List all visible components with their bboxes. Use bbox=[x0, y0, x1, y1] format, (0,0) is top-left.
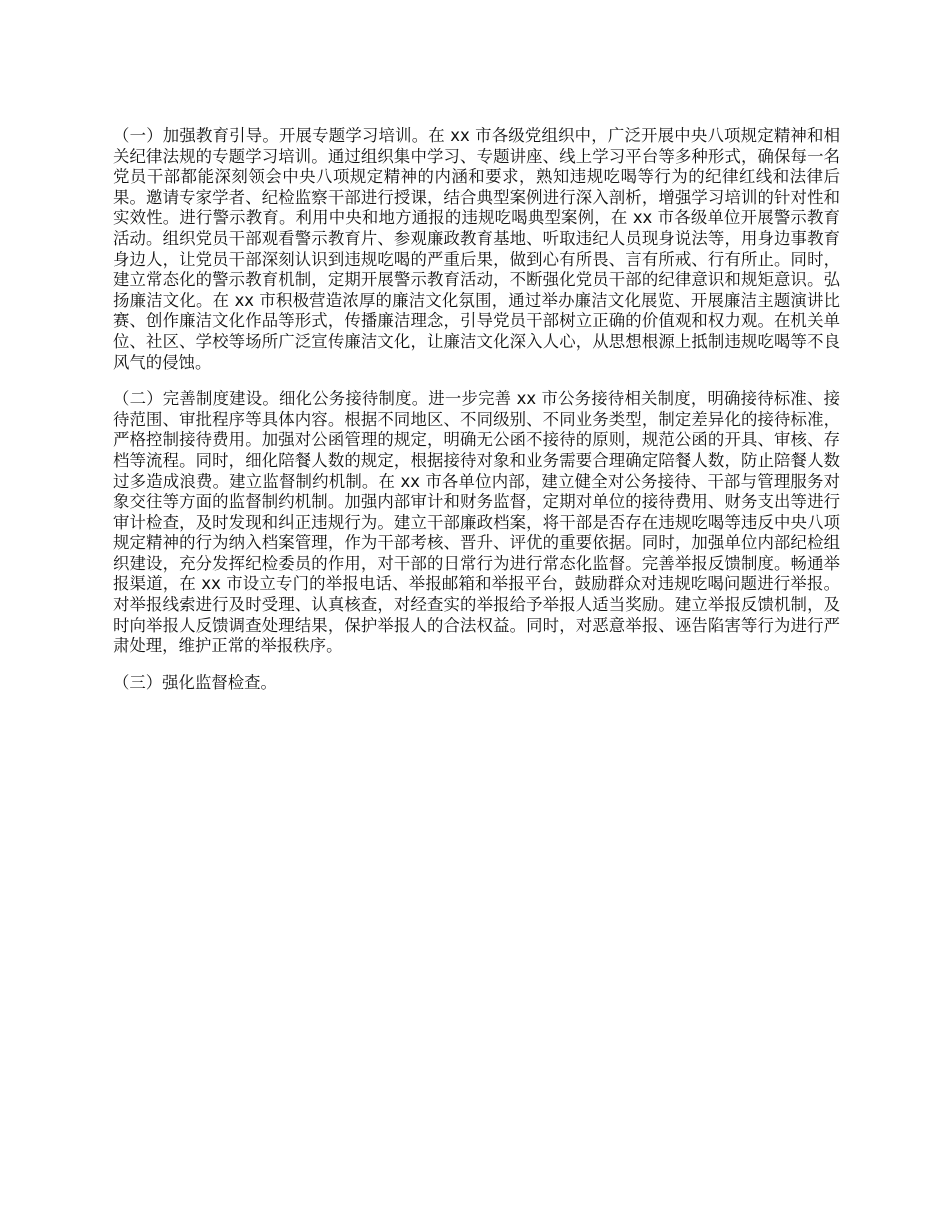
paragraph-education: （一）加强教育引导。开展专题学习培训。在 xx 市各级党组织中，广泛开展中央八项规定精神和相关纪律法规的专题学习培训。通过组织集中学习、专题讲座、线上学习平台等多种形式，确保每一名党员干部都能深刻领会中央八项规定精神的内涵和要求，熟知违规吃喝等行为的纪律红线和法律后果。邀请专家学者、纪检监察干部进行授课，结合典型案例进行深入剖析，增强学习培训的针对性和实效性。进行警示教育。利用中央和地方通报的违规吃喝典型案例，在 xx 市各级单位开展警示教育活动。组织党员干部观看警示教育片、参观廉政教育基地、听取违纪人员现身说法等，用身边事教育身边人，让党员干部深刻认识到违规吃喝的严重后果，做到心有所畏、言有所戒、行有所止。同时，建立常态化的警示教育机制，定期开展警示教育活动，不断强化党员干部的纪律意识和规矩意识。弘扬廉洁文化。在 xx 市积极营造浓厚的廉洁文化氛围，通过举办廉洁文化展览、开展廉洁主题演讲比赛、创作廉洁文化作品等形式，传播廉洁理念，引导党员干部树立正确的价值观和权力观。在机关单位、社区、学校等场所广泛宣传廉洁文化，让廉洁文化深入人心，从思想根源上抵制违规吃喝等不良风气的侵蚀。 bbox=[113, 126, 840, 372]
document-body bbox=[113, 126, 840, 709]
paragraph-supervision: （三）强化监督检查。 bbox=[113, 672, 277, 692]
paragraph-institution: （二）完善制度建设。细化公务接待制度。进一步完善 xx 市公务接待相关制度，明确接待标准、接待范围、审批程序等具体内容。根据不同地区、不同级别、不同业务类型，制定差异化的接待标准，严格控制接待费用。加强对公函管理的规定，明确无公函不接待的原则，规范公函的开具、审核、存档等流程。同时，细化陪餐人数的规定，根据接待对象和业务需要合理确定陪餐人数，防止陪餐人数过多造成浪费。建立监督制约机制。在 xx 市各单位内部，建立健全对公务接待、干部与管理服务对象交往等方面的监督制约机制。加强内部审计和财务监督，定期对单位的接待费用、财务支出等进行审计检查，及时发现和纠正违规行为。建立干部廉政档案，将干部是否存在违规吃喝等违反中央八项规定精神的行为纳入档案管理，作为干部考核、晋升、评优的重要依据。同时，加强单位内部纪检组织建设，充分发挥纪检委员的作用，对干部的日常行为进行常态化监督。完善举报反馈制度。畅通举报渠道，在 xx 市设立专门的举报电话、举报邮箱和举报平台，鼓励群众对违规吃喝问题进行举报。对举报线索进行及时受理、认真核查，对经查实的举报给予举报人适当奖励。建立举报反馈机制，及时向举报人反馈调查处理结果，保护举报人的合法权益。同时，对恶意举报、诬告陷害等行为进行严肃处理，维护正常的举报秩序。 bbox=[113, 389, 840, 656]
